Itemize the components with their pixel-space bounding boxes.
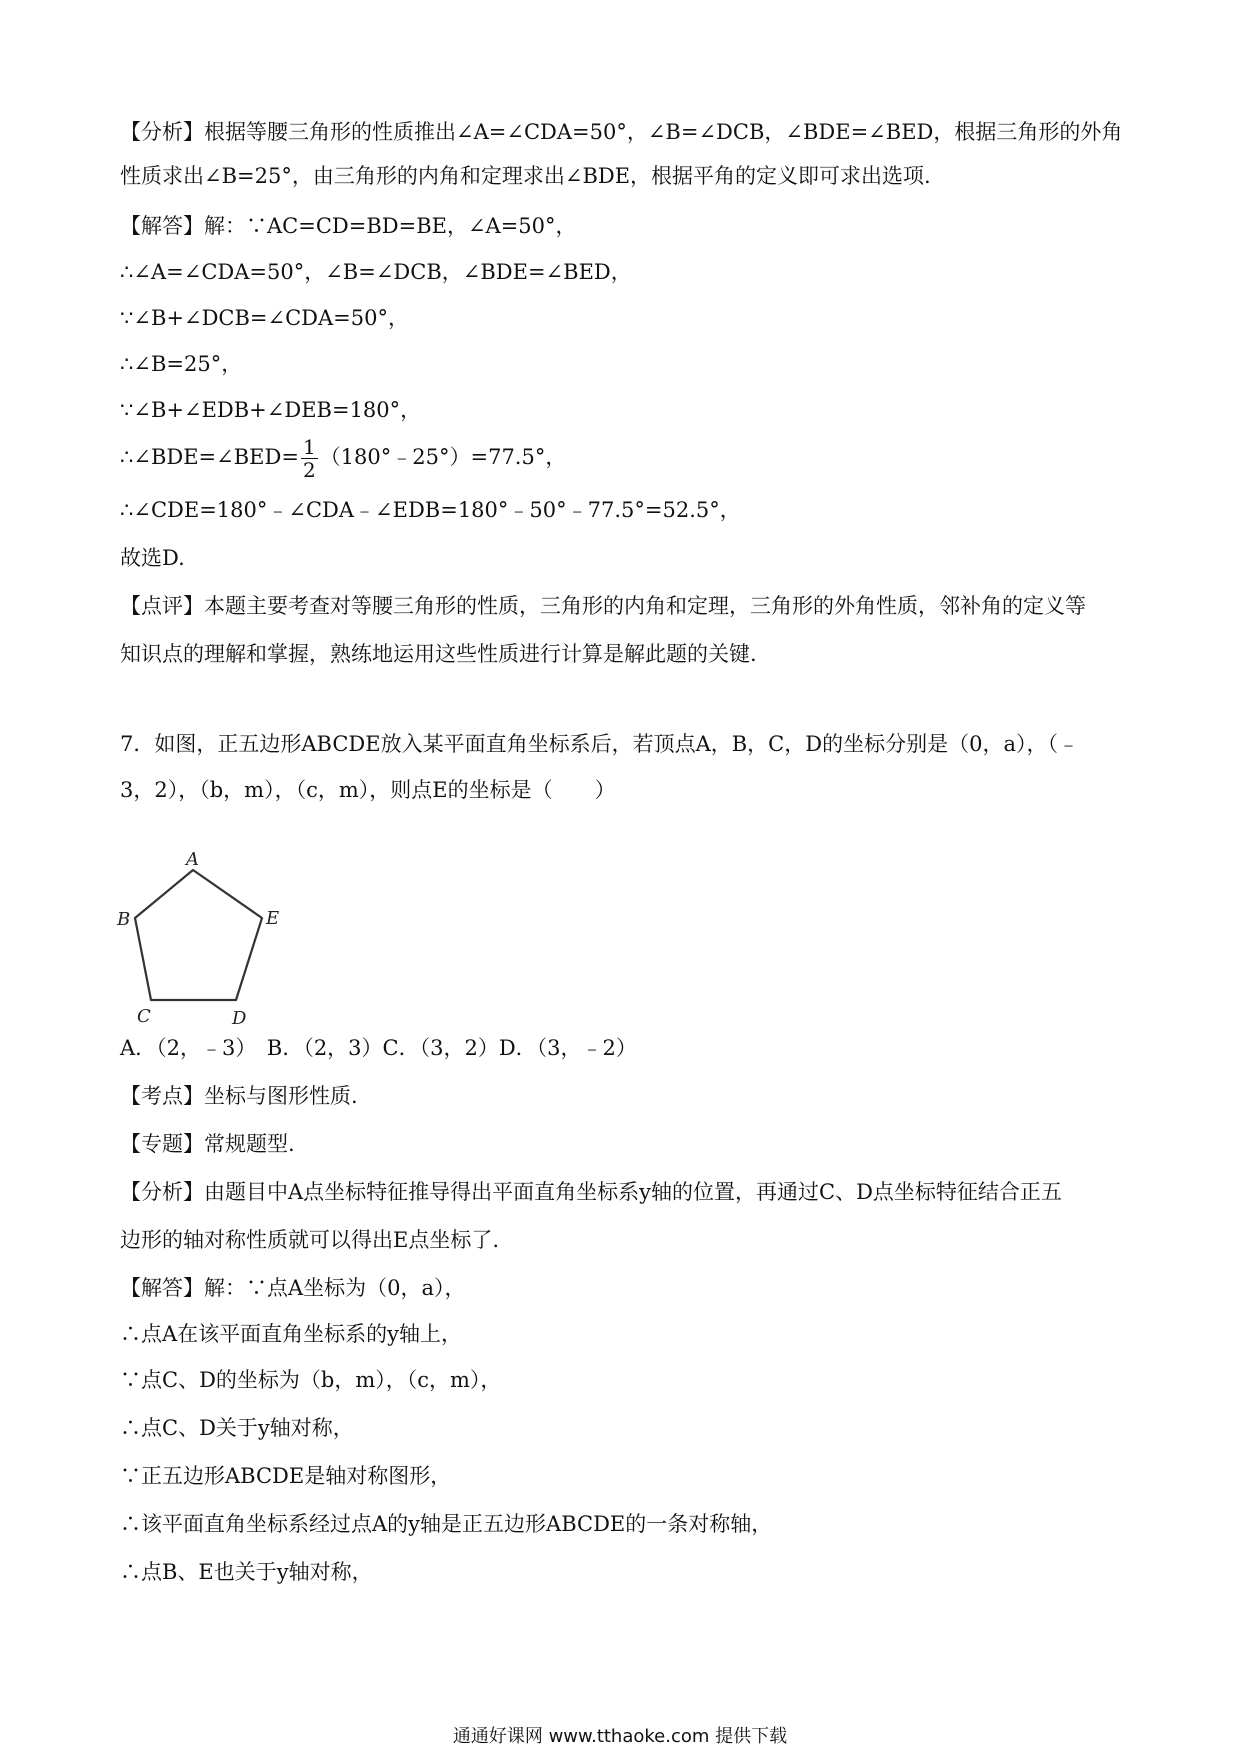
question7-solution-line-3: ∵点C、D的坐标为（b，m），（c，m），	[120, 1368, 502, 1392]
question7-solution-line-2: ∴点A在该平面直角坐标系的y轴上，	[120, 1322, 463, 1346]
question7-solution-line-7: ∴点B、E也关于y轴对称，	[120, 1560, 373, 1584]
vertex-label-c: C	[137, 1006, 151, 1027]
question7-stem-line-2: 3，2），（b，m），（c，m），则点E的坐标是（ ）	[120, 778, 616, 802]
pentagon-shape	[135, 870, 262, 1000]
question7-stem-line-1: 7．如图，正五边形ABCDE放入某平面直角坐标系后，若顶点A，B，C，D的坐标分别是（0，a），（﹣	[120, 732, 1079, 756]
solution-line-2: ∴∠A=∠CDA=50°，∠B=∠DCB，∠BDE=∠BED，	[120, 260, 632, 284]
question7-zhuanti: 【专题】常规题型.	[120, 1132, 295, 1156]
choose-line: 故选D.	[120, 546, 185, 570]
question7-solution-line-4: ∴点C、D关于y轴对称，	[120, 1416, 354, 1440]
fraction-denominator: 2	[302, 458, 316, 482]
fraction-line	[120, 436, 1130, 481]
question7-kaodian: 【考点】坐标与图形性质.	[120, 1084, 358, 1108]
question7-solution-line-5: ∵正五边形ABCDE是轴对称图形，	[120, 1464, 452, 1488]
comment-line-1: 【点评】本题主要考查对等腰三角形的性质，三角形的内角和定理，三角形的外角性质，邻补角的定义等	[120, 594, 1086, 618]
pentagon-svg	[115, 840, 290, 1029]
solution-line-1: 【解答】解：∵AC=CD=BD=BE，∠A=50°，	[120, 214, 577, 238]
question7-analysis-line-2: 边形的轴对称性质就可以得出E点坐标了.	[120, 1228, 500, 1252]
page-footer: 通通好课网 www.tthaoke.com 提供下载	[452, 1726, 788, 1747]
analysis-line-2: 性质求出∠B=25°，由三角形的内角和定理求出∠BDE，根据平角的定义即可求出选项.	[120, 164, 931, 188]
question7-solution-line-1: 【解答】解：∵点A坐标为（0，a），	[120, 1276, 466, 1300]
analysis-line-1: 【分析】根据等腰三角形的性质推出∠A=∠CDA=50°，∠B=∠DCB，∠BDE=∠BED，根据三角形的外角	[120, 120, 1123, 144]
question7-solution-line-6: ∴该平面直角坐标系经过点A的y轴是正五边形ABCDE的一条对称轴，	[120, 1512, 773, 1536]
comment-line-2: 知识点的理解和掌握，熟练地运用这些性质进行计算是解此题的关键.	[120, 642, 757, 666]
fraction-numerator: 1	[302, 435, 316, 459]
vertex-label-e: E	[266, 908, 280, 929]
vertex-label-b: B	[117, 909, 131, 930]
pentagon-figure	[115, 840, 290, 1029]
solution-line-4: ∴∠B=25°，	[120, 352, 243, 376]
solution-line-5: ∵∠B+∠EDB+∠DEB=180°，	[120, 398, 422, 422]
solution-line-3: ∵∠B+∠DCB=∠CDA=50°，	[120, 306, 409, 330]
solution-cde-line: ∴∠CDE=180°﹣∠CDA﹣∠EDB=180°﹣50°﹣77.5°=52.5°，	[120, 498, 741, 522]
fraction-prefix: ∴∠BDE=∠BED=	[120, 445, 299, 469]
question7-analysis-line-1: 【分析】由题目中A点坐标特征推导得出平面直角坐标系y轴的位置，再通过C、D点坐标特征结合正五	[120, 1180, 1062, 1204]
vertex-label-a: A	[186, 849, 199, 870]
fraction-suffix: （180°﹣25°）=77.5°，	[319, 445, 567, 469]
question7-options: A．（2，﹣3） B．（2，3）C．（3，2）D．（3，﹣2）	[120, 1036, 637, 1060]
fraction-one-half	[301, 436, 318, 481]
vertex-label-d: D	[232, 1008, 247, 1029]
